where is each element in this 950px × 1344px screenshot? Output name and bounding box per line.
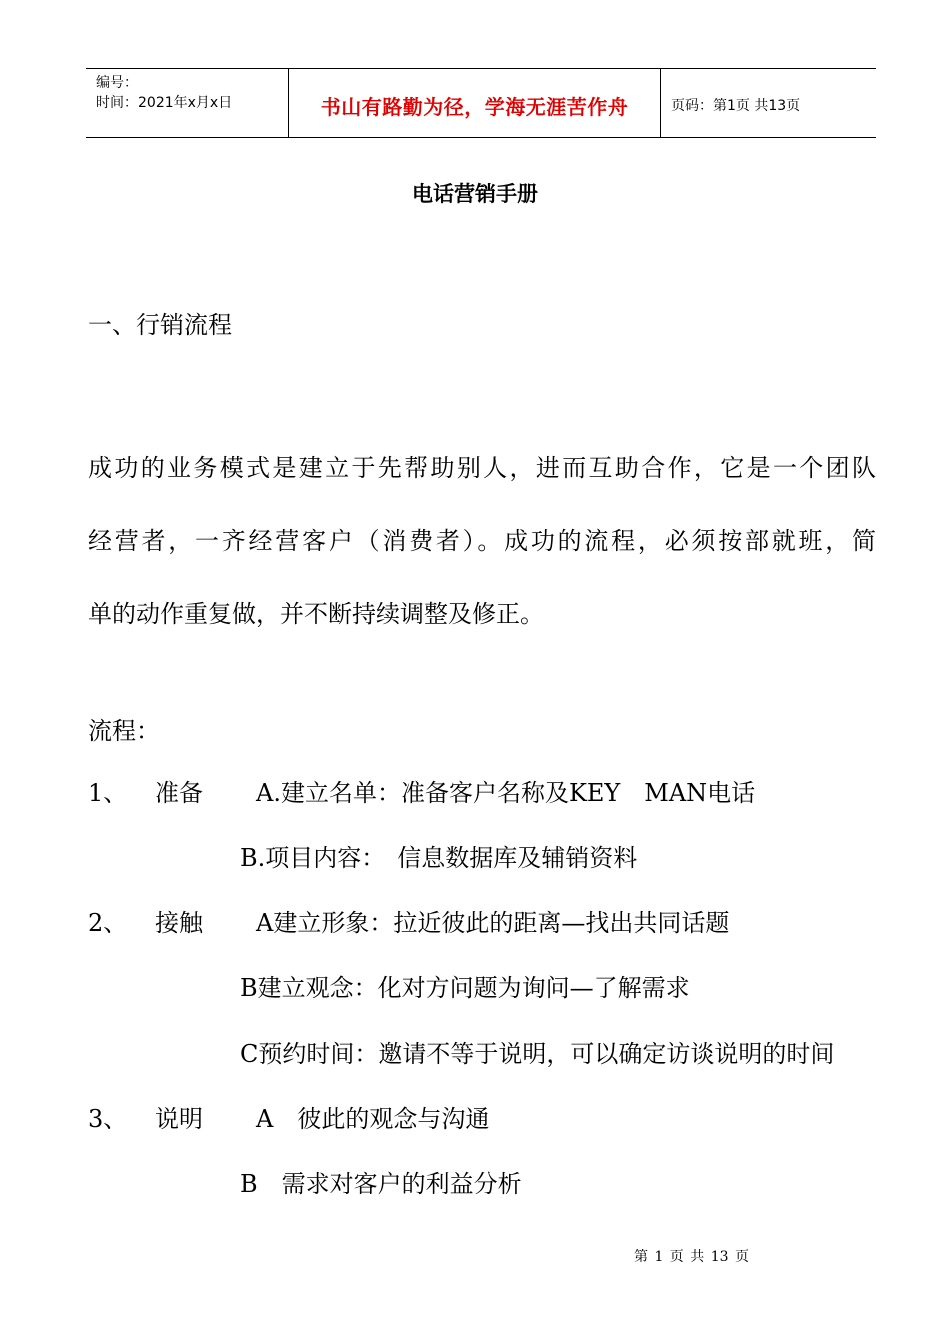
step-item: B 需求对客户的利益分析 <box>240 1170 522 1198</box>
header-meta <box>86 69 288 137</box>
intro-line: 成功的业务模式是建立于先帮助别人，进而互助合作，它是一个团队 <box>88 454 876 482</box>
page-footer: 第 1 页 共 13 页 <box>634 1249 749 1265</box>
step-number: 3、 <box>88 1105 128 1133</box>
step-stage: 接触 <box>155 909 203 937</box>
step-item: C预约时间：邀请不等于说明，可以确定访谈说明的时间 <box>240 1040 835 1068</box>
step-item: A建立形象：拉近彼此的距离—找出共同话题 <box>256 909 730 937</box>
section-heading: 一、行销流程 <box>88 311 232 339</box>
step-item: B.项目内容： 信息数据库及辅销资料 <box>240 844 638 872</box>
step-item: A.建立名单：准备客户名称及KEY MAN电话 <box>256 779 756 807</box>
page-header <box>86 68 876 138</box>
step-number: 1、 <box>88 779 128 807</box>
step-number: 2、 <box>88 909 128 937</box>
step-stage: 说明 <box>155 1105 203 1133</box>
intro-line: 单的动作重复做，并不断持续调整及修正。 <box>88 600 544 628</box>
intro-line: 经营者，一齐经营客户（消费者）。成功的流程，必须按部就班，简 <box>88 527 876 555</box>
step-stage: 准备 <box>155 779 203 807</box>
flow-label: 流程： <box>88 717 160 745</box>
intro-paragraph <box>88 432 876 651</box>
doc-number-label: 编号： <box>96 75 138 91</box>
doc-time-label: 时间：2021年x月x日 <box>96 95 233 111</box>
step-item: B建立观念：化对方问题为询问—了解需求 <box>240 974 690 1002</box>
step-item: A 彼此的观念与沟通 <box>256 1105 490 1133</box>
document-title: 电话营销手册 <box>412 182 538 206</box>
header-motto: 书山有路勤为径，学海无涯苦作舟 <box>288 69 661 137</box>
header-page-info: 页码：第1页 共13页 <box>671 98 801 114</box>
